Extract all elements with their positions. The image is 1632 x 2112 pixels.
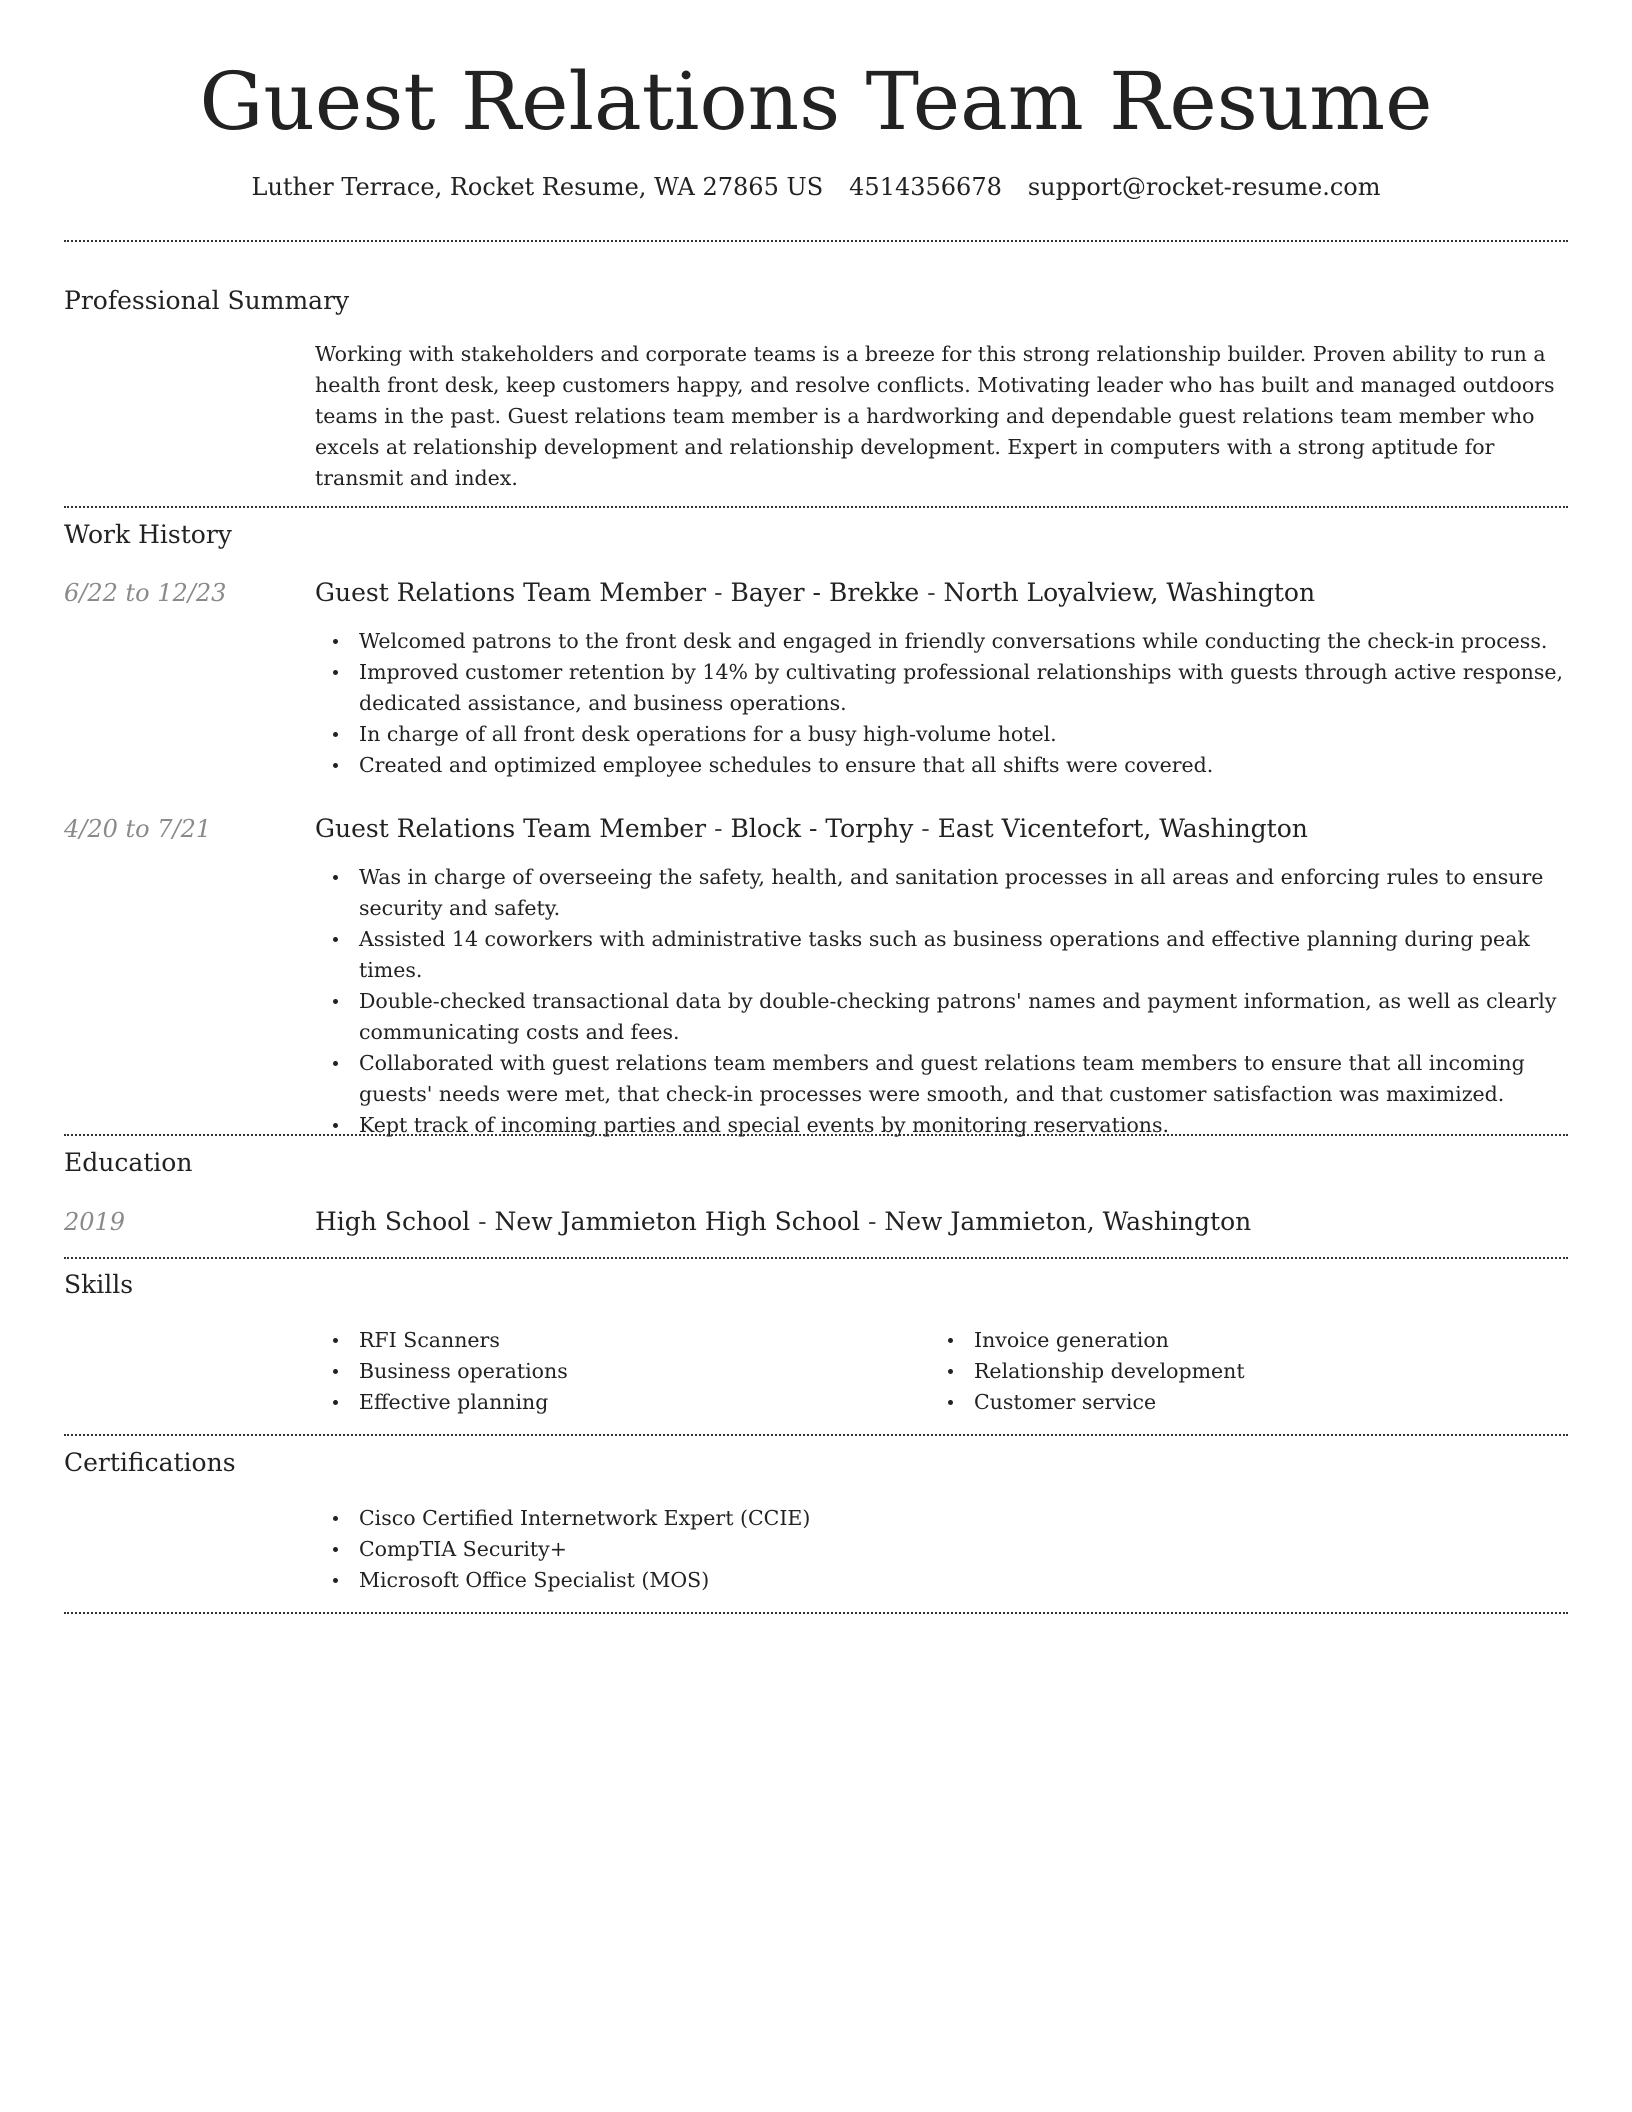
section-divider <box>64 1434 1568 1436</box>
list-item: Collaborated with guest relations team members and guest relations team members to ensure that all incoming guests' needs were met, that check-in processes were smooth, and that customer satisfaction was maximized. <box>359 1048 1568 1110</box>
list-item: Welcomed patrons to the front desk and engaged in friendly conversations while conducting the check-in process. <box>359 626 1568 657</box>
separator: - <box>706 814 731 843</box>
list-item: Relationship development <box>974 1356 1632 1387</box>
job-location: North Loyalview, Washington <box>943 578 1316 607</box>
certifications-list <box>315 1503 1568 1596</box>
list-item: Double-checked transactional data by double-checking patrons' names and payment information, as well as clearly communicating costs and fees. <box>359 986 1568 1048</box>
contact-address: Luther Terrace, Rocket Resume, WA 27865 US <box>251 173 824 201</box>
section-divider <box>64 1257 1568 1259</box>
education-school: New Jammieton High School <box>494 1207 860 1236</box>
education-heading: Education <box>64 1148 193 1177</box>
section-divider <box>64 1134 1568 1136</box>
summary-heading: Professional Summary <box>64 286 350 315</box>
list-item: Customer service <box>974 1387 1632 1418</box>
list-item: Cisco Certified Internetwork Expert (CCIE) <box>359 1503 1568 1534</box>
job-bullets <box>315 626 1568 781</box>
job-location: East Vicentefort, Washington <box>937 814 1308 843</box>
list-item: Improved customer retention by 14% by cultivating professional relationships with guests through active response, dedicated assistance, and business operations. <box>359 657 1568 719</box>
education-year: 2019 <box>64 1208 126 1236</box>
contact-phone: 4514356678 <box>849 173 1002 201</box>
job-dates: 6/22 to 12/23 <box>64 579 227 607</box>
education-location: New Jammieton, Washington <box>884 1207 1252 1236</box>
job-title-line <box>315 812 1308 846</box>
header-divider <box>64 240 1568 242</box>
work-history-heading: Work History <box>64 520 232 549</box>
list-item: Was in charge of overseeing the safety, health, and sanitation processes in all areas and enforcing rules to ensure security and safety. <box>359 862 1568 924</box>
skills-heading: Skills <box>64 1270 134 1299</box>
list-item: Kept track of incoming parties and special events by monitoring reservations. <box>359 1110 1568 1141</box>
list-item: Microsoft Office Specialist (MOS) <box>359 1565 1568 1596</box>
section-divider <box>64 506 1568 508</box>
list-item: Created and optimized employee schedules to ensure that all shifts were covered. <box>359 750 1568 781</box>
job-role: Guest Relations Team Member <box>315 814 707 843</box>
list-item: Effective planning <box>359 1387 1568 1418</box>
separator: - <box>860 1207 885 1236</box>
job-role: Guest Relations Team Member <box>315 578 707 607</box>
resume-title: Guest Relations Team Resume <box>199 55 1433 148</box>
separator: - <box>919 578 944 607</box>
separator: - <box>706 578 731 607</box>
summary-text: Working with stakeholders and corporate teams is a breeze for this strong relationship builder. Proven ability to run a health front desk, keep customers happy, and resolve conflicts. Motivating leader who has built and managed outdoors teams in the past. Guest relations team member is a hardworking and dependable guest relations team member who excels at relationship development and relationship development. Expert in computers with a strong aptitude for transmit and index. <box>315 342 1555 490</box>
list-item: Business operations <box>359 1356 1568 1387</box>
contact-email: support@rocket-resume.com <box>1027 173 1381 201</box>
list-item: In charge of all front desk operations for a busy high-volume hotel. <box>359 719 1568 750</box>
education-title-line <box>315 1205 1251 1239</box>
separator: - <box>470 1207 495 1236</box>
job-dates: 4/20 to 7/21 <box>64 815 212 843</box>
certifications-heading: Certifications <box>64 1448 236 1477</box>
education-degree: High School <box>315 1207 471 1236</box>
list-item: CompTIA Security+ <box>359 1534 1568 1565</box>
contact-line <box>64 170 1568 204</box>
separator: - <box>913 814 938 843</box>
list-item: Assisted 14 coworkers with administrative tasks such as business operations and effective planning during peak times. <box>359 924 1568 986</box>
job-bullets <box>315 862 1568 1141</box>
skills-list-right <box>930 1325 1632 1418</box>
list-item: RFI Scanners <box>359 1325 1568 1356</box>
job-employer: Block - Torphy <box>730 814 914 843</box>
list-item: Invoice generation <box>974 1325 1632 1356</box>
job-employer: Bayer - Brekke <box>730 578 920 607</box>
job-title-line <box>315 576 1315 610</box>
section-divider <box>64 1612 1568 1614</box>
